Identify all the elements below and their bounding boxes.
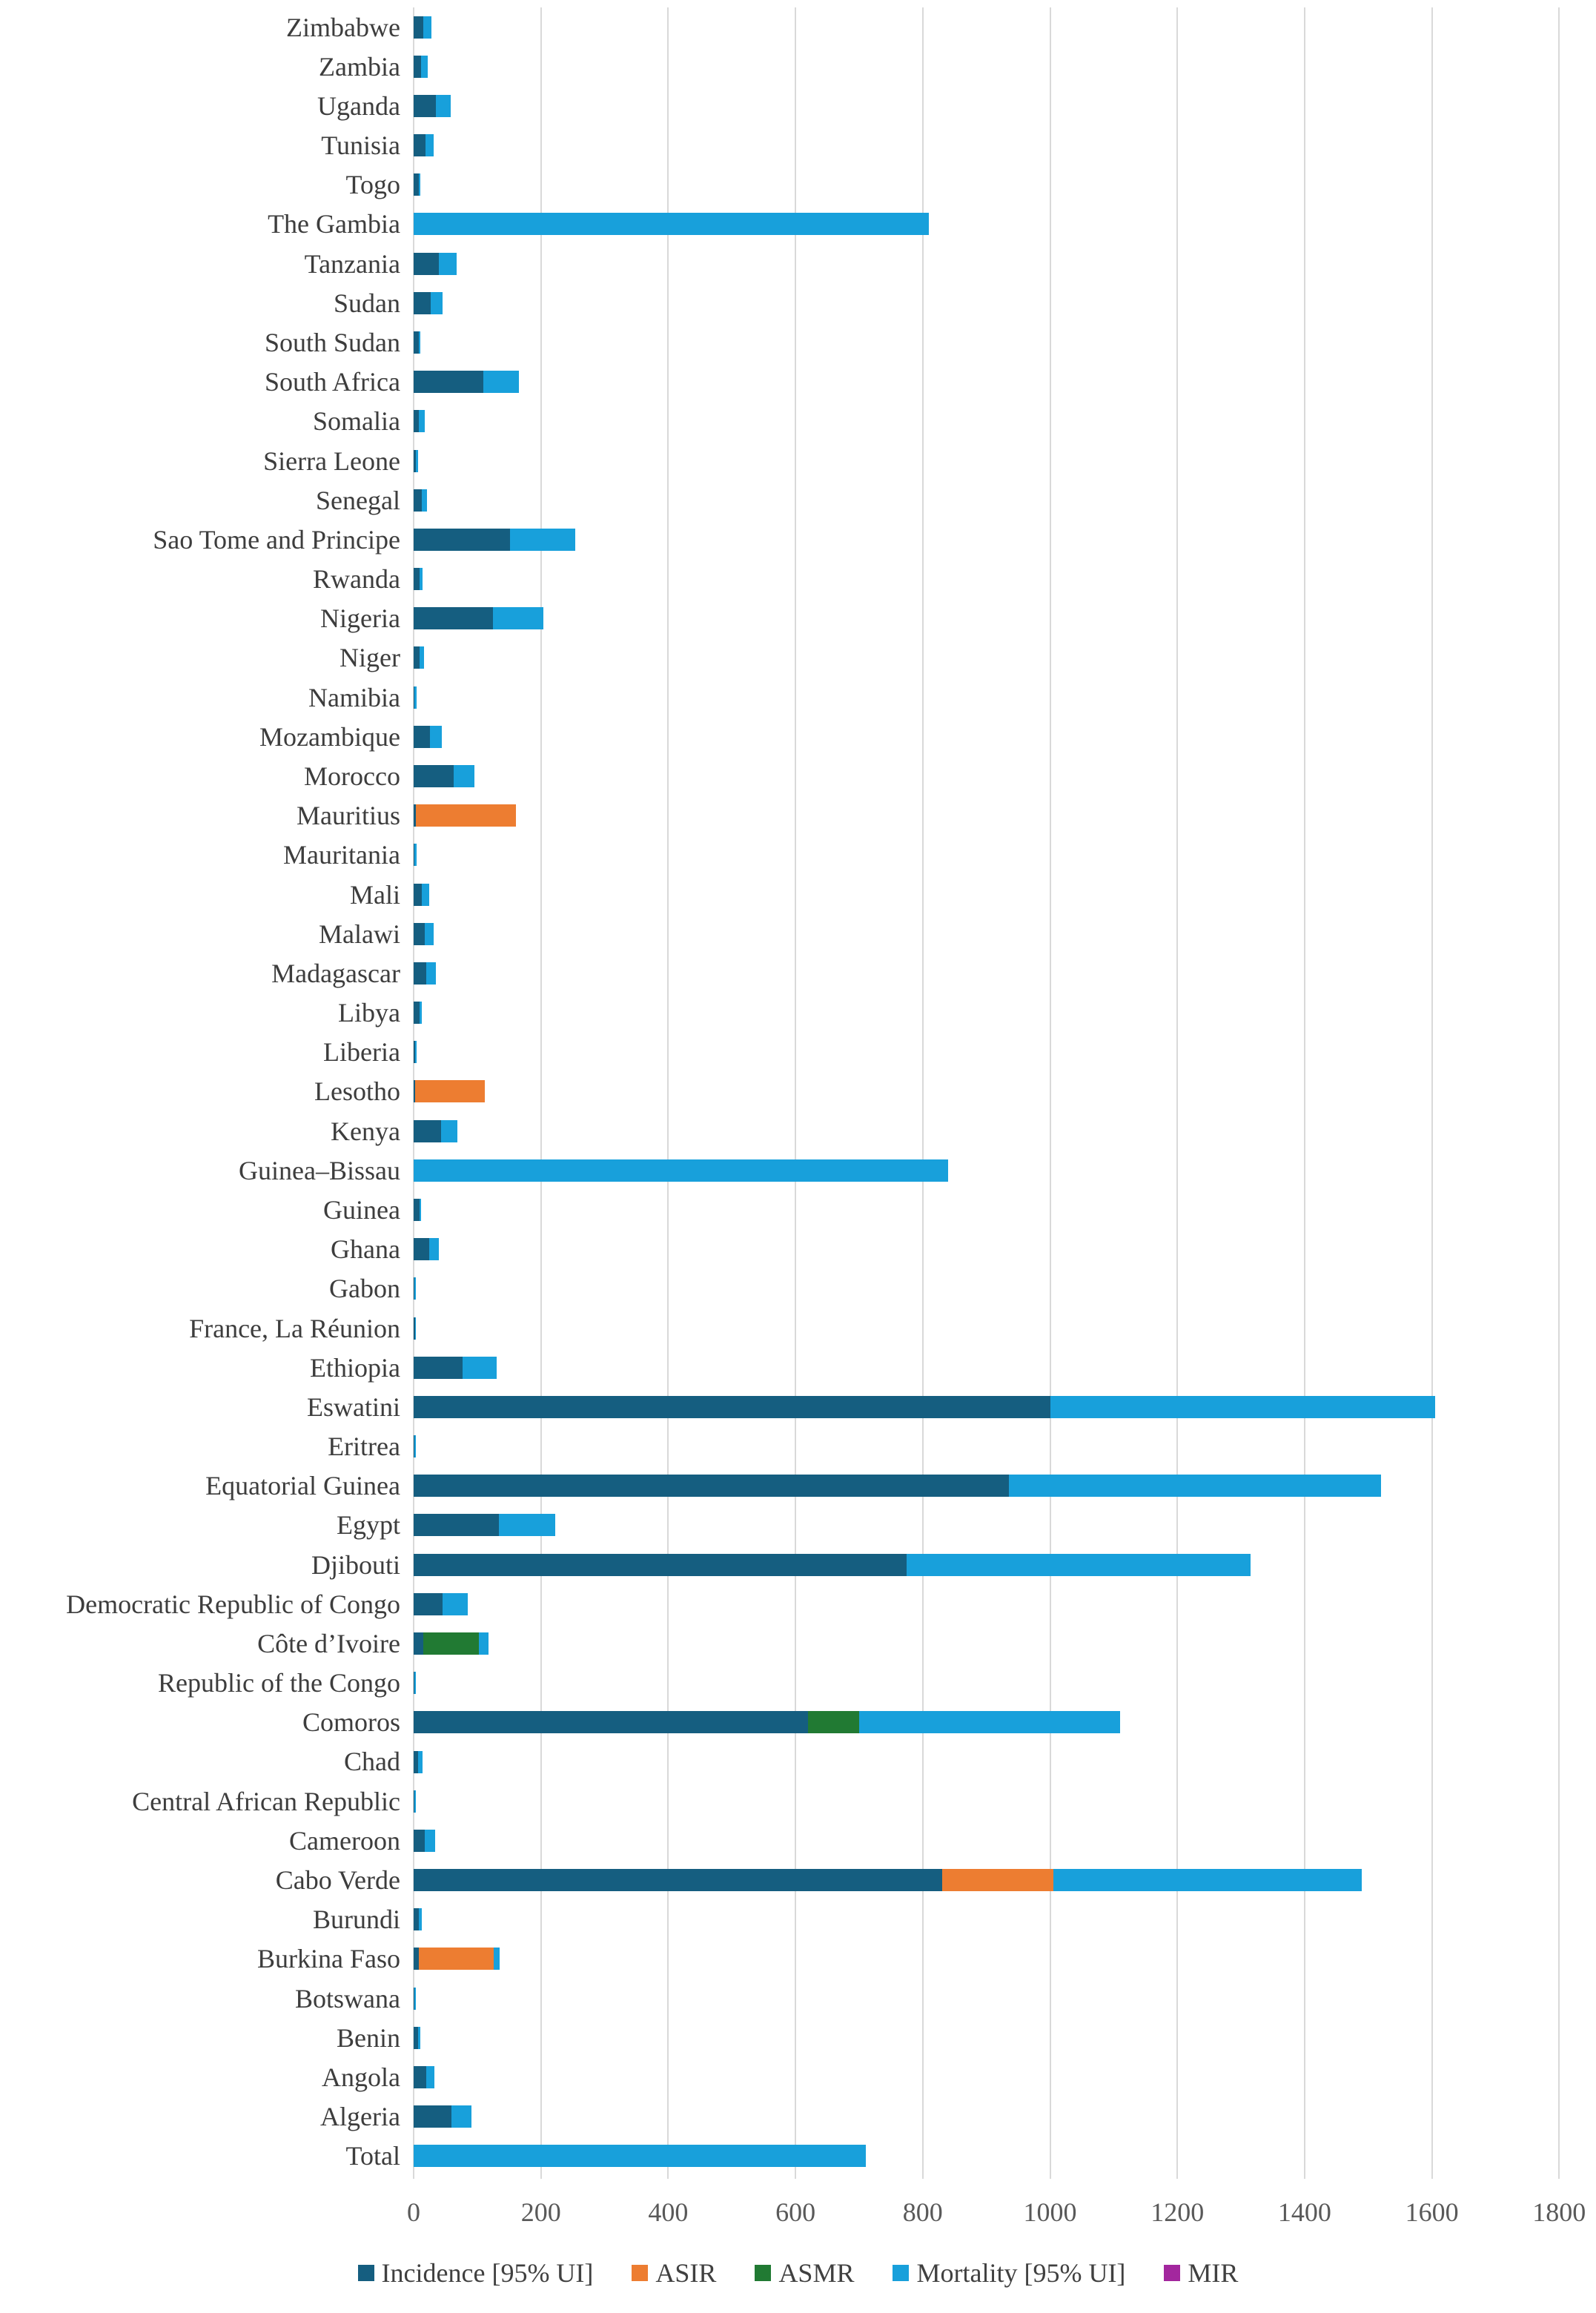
bar-row [414,292,443,314]
bar-row [414,2066,434,2088]
bar-segment-mortality [420,1002,422,1024]
legend-swatch-mir [1164,2265,1180,2281]
category-label: Sudan [334,288,400,318]
category-label: Angola [322,2062,400,2092]
category-label: Republic of the Congo [158,1668,400,1698]
legend-item-mortality [893,2257,1125,2289]
category-label: Nigeria [320,603,400,634]
bar-row [414,450,418,472]
category-label: Ghana [331,1234,400,1265]
bar-segment-mortality [451,2105,471,2128]
bar-segment-asmr [808,1711,859,1733]
category-label: Eswatini [307,1392,400,1422]
bar-segment-incidence [414,529,510,551]
bar-segment-incidence [414,923,425,945]
bar-segment-incidence [414,2105,451,2128]
category-label: South Sudan [264,328,400,358]
bar-segment-incidence [414,1711,808,1733]
bar-segment-incidence [414,16,423,39]
bar-row [414,726,442,748]
bar-segment-mortality [414,2145,866,2167]
category-label: Eritrea [328,1432,400,1462]
category-label: Burundi [312,1905,400,1935]
bar-row [414,2145,866,2167]
bar-segment-incidence [414,646,420,669]
bar-segment-asir [415,1080,485,1102]
bar-segment-mortality [499,1514,555,1536]
category-label: Togo [345,170,400,200]
bar-row [414,1159,948,1182]
bar-row [414,1080,485,1102]
bar-row [414,410,425,432]
bar-row [414,884,429,906]
legend-label: Mortality [95% UI] [916,2258,1126,2288]
bar-segment-mortality [419,410,426,432]
bar-segment-incidence [414,331,419,354]
bar-segment-mortality [1053,1869,1362,1891]
category-label: Comoros [302,1707,400,1738]
category-label: Uganda [317,90,400,121]
bar-segment-incidence [414,1948,419,1970]
bar-row [414,1277,416,1300]
bar-row [414,1396,1435,1418]
legend-item-incidence [358,2257,594,2289]
bar-segment-incidence [414,1238,429,1260]
x-tick-label: 400 [648,2197,689,2227]
category-label: Madagascar [271,958,400,988]
x-tick-label: 800 [902,2197,943,2227]
bar-row [414,1751,423,1773]
category-label: Cameroon [289,1825,400,1856]
bar-segment-mortality [415,1317,416,1340]
bar-row [414,253,457,275]
gridline-600 [795,7,796,2179]
bar-row [414,1238,439,1260]
bar-segment-mortality [422,489,427,512]
category-label: Democratic Republic of Congo [66,1589,400,1619]
bar-row [414,2027,420,2049]
bar-row [414,489,427,512]
category-label: Liberia [323,1037,400,1068]
category-label: Guinea [323,1194,400,1225]
bar-segment-incidence [414,884,422,906]
bar-row [414,1120,457,1142]
category-label: Tunisia [321,130,400,161]
bar-segment-incidence [414,1554,907,1576]
bar-segment-mortality [414,686,417,709]
bar-segment-mortality [416,450,418,472]
bar-segment-mortality [436,95,451,117]
category-label: The Gambia [268,209,400,239]
legend-swatch-incidence [358,2265,374,2281]
x-tick-label: 0 [407,2197,420,2227]
bar-row [414,1790,416,1813]
bar-segment-mortality [493,607,543,629]
bar-segment-mortality [419,1908,422,1930]
category-label: France, La Réunion [189,1313,400,1343]
bar-row [414,213,929,235]
bar-segment-incidence [414,489,422,512]
bar-row [414,1002,422,1024]
bar-segment-incidence [414,56,421,78]
bar-segment-mortality [510,529,575,551]
bar-segment-mortality [454,765,474,787]
legend-item-asmr [755,2257,854,2289]
bar-segment-incidence [414,1632,423,1655]
bar-segment-mortality [414,844,417,866]
bar-segment-mortality [414,1988,416,2010]
bar-row [414,173,420,196]
bar-segment-incidence [414,371,483,393]
category-label: Kenya [331,1116,400,1146]
bar-segment-mortality [414,1435,416,1457]
bar-segment-incidence [414,95,436,117]
bar-segment-incidence [414,1475,1009,1497]
bar-segment-asir [416,804,517,827]
bar-segment-incidence [414,253,439,275]
bar-segment-incidence [414,962,426,985]
bar-segment-mortality [430,726,441,748]
bar-row [414,529,575,551]
gridline-200 [540,7,542,2179]
bar-row [414,16,431,39]
legend-item-asir [632,2257,716,2289]
bar-segment-incidence [414,2066,426,2088]
category-label: Malawi [319,919,400,949]
category-label: Mauritius [297,801,400,831]
bar-row [414,1435,416,1457]
bar-segment-mortality [422,884,429,906]
bar-row [414,1593,468,1615]
bar-row [414,1514,555,1536]
category-label: Central African Republic [132,1786,400,1816]
bar-segment-mortality [419,173,420,196]
bar-segment-mortality [418,1751,423,1773]
x-tick-label: 1600 [1405,2197,1459,2227]
category-label: Senegal [316,485,400,515]
category-label: Algeria [320,2102,400,2132]
bar-row [414,2105,471,2128]
category-label: Zimbabwe [286,12,400,42]
bar-segment-incidence [414,1830,425,1852]
bar-segment-mortality [414,1277,416,1300]
category-label: Egypt [337,1510,400,1541]
bar-row [414,568,423,590]
bar-row [414,923,434,945]
bar-segment-mortality [439,253,457,275]
bar-row [414,765,474,787]
category-label: Libya [338,998,400,1028]
bar-segment-mortality [420,646,424,669]
bar-segment-incidence [414,726,430,748]
category-label: Rwanda [313,564,400,595]
x-tick-label: 1400 [1277,2197,1331,2227]
category-label: Equatorial Guinea [205,1471,400,1501]
category-label: Sierra Leone [263,446,400,476]
bar-row [414,962,436,985]
category-label: Benin [337,2022,400,2053]
legend-swatch-asmr [755,2265,771,2281]
category-label: Cabo Verde [275,1865,400,1896]
bar-segment-mortality [414,1672,417,1694]
gridline-1000 [1050,7,1051,2179]
bar-segment-mortality [443,1593,468,1615]
category-label: Burkina Faso [257,1944,400,1974]
bar-row [414,686,417,709]
bar-row [414,134,434,156]
gridline-800 [922,7,924,2179]
bar-row [414,371,519,393]
bar-row [414,1041,417,1063]
bar-segment-incidence [414,173,419,196]
bar-segment-incidence [414,1593,443,1615]
bar-segment-asir [419,1948,494,1970]
category-label: Botswana [295,1983,400,2013]
bar-segment-asmr [423,1632,480,1655]
bar-row [414,1869,1362,1891]
bar-row [414,1830,435,1852]
bar-segment-asir [942,1869,1053,1891]
legend-label: Incidence [95% UI] [381,2258,594,2288]
bar-segment-mortality [426,962,436,985]
bar-row [414,1711,1120,1733]
bar-row [414,1475,1381,1497]
category-label: Mali [350,879,400,910]
bar-segment-mortality [418,2027,420,2049]
legend-label: ASIR [655,2258,717,2288]
bar-row [414,607,543,629]
bar-segment-mortality [425,923,433,945]
bar-segment-mortality [423,16,431,39]
bar-segment-mortality [431,292,442,314]
bar-segment-incidence [414,1869,942,1891]
bar-row [414,1948,500,1970]
bar-row [414,56,428,78]
bar-segment-mortality [429,1238,440,1260]
bar-segment-mortality [414,213,929,235]
bar-segment-incidence [414,292,431,314]
bar-segment-incidence [414,1199,420,1221]
bar-row [414,1908,422,1930]
category-label: Sao Tome and Principe [153,524,400,555]
bar-row [414,1357,497,1379]
bar-segment-incidence [414,1357,463,1379]
x-tick-label: 1000 [1023,2197,1077,2227]
x-tick-label: 1200 [1150,2197,1205,2227]
bar-segment-mortality [425,1830,436,1852]
bar-segment-incidence [414,410,419,432]
legend-swatch-asir [632,2265,648,2281]
bar-segment-mortality [415,1041,417,1063]
bar-segment-incidence [414,1908,419,1930]
bar-segment-incidence [414,568,420,590]
bar-segment-incidence [414,1002,420,1024]
bar-segment-mortality [494,1948,500,1970]
x-tick-label: 1800 [1532,2197,1586,2227]
bar-row [414,1988,416,2010]
bar-row [414,95,451,117]
bar-row [414,844,417,866]
bar-segment-mortality [859,1711,1120,1733]
bar-segment-mortality [426,2066,434,2088]
bar-segment-mortality [414,1790,417,1813]
legend-item-mir [1164,2257,1238,2289]
category-label: Lesotho [314,1076,400,1107]
bar-segment-mortality [421,56,428,78]
gridline-1600 [1431,7,1433,2179]
bar-segment-incidence [414,1514,499,1536]
bar-segment-mortality [483,371,520,393]
category-label: Mozambique [259,721,400,752]
bar-segment-mortality [414,1159,948,1182]
category-label: Namibia [308,682,400,712]
category-label: Ethiopia [310,1352,400,1383]
category-label: Zambia [319,51,400,82]
bar-segment-incidence [414,607,493,629]
bar-segment-mortality [419,331,421,354]
bar-row [414,646,424,669]
category-label: Niger [340,643,400,673]
bar-segment-mortality [420,1199,422,1221]
bar-segment-mortality [1050,1396,1435,1418]
bar-segment-mortality [420,568,423,590]
bar-row [414,1317,416,1340]
bar-segment-incidence [414,134,426,156]
bar-segment-mortality [1009,1475,1381,1497]
x-tick-label: 600 [775,2197,816,2227]
gridline-1200 [1176,7,1178,2179]
bar-row [414,1672,416,1694]
bar-segment-mortality [479,1632,489,1655]
legend-label: ASMR [778,2258,855,2288]
bar-row [414,804,516,827]
bar-row [414,1632,489,1655]
gridline-1400 [1304,7,1305,2179]
x-tick-label: 200 [520,2197,561,2227]
category-label: Tanzania [304,248,400,279]
gridline-400 [667,7,669,2179]
bar-segment-mortality [463,1357,497,1379]
legend [0,2251,1596,2295]
bar-row [414,1199,421,1221]
bar-segment-incidence [414,1120,441,1142]
category-label: Total [345,2141,400,2171]
category-label: Mauritania [283,840,400,870]
category-label: Chad [344,1747,400,1777]
gridline-1800 [1558,7,1560,2179]
legend-label: MIR [1188,2258,1239,2288]
bar-segment-incidence [414,765,454,787]
bar-row [414,1554,1251,1576]
bar-segment-mortality [907,1554,1251,1576]
category-label: Côte d’Ivoire [257,1628,400,1658]
category-label: Gabon [329,1274,400,1304]
bar-segment-mortality [426,134,434,156]
category-label: Morocco [304,761,400,791]
bar-row [414,331,420,354]
bar-segment-incidence [414,1396,1050,1418]
legend-swatch-mortality [893,2265,909,2281]
bar-segment-mortality [441,1120,457,1142]
category-label: South Africa [265,367,400,397]
category-label: Djibouti [311,1549,400,1580]
category-label: Somalia [313,406,400,437]
category-label: Guinea–Bissau [239,1155,400,1185]
